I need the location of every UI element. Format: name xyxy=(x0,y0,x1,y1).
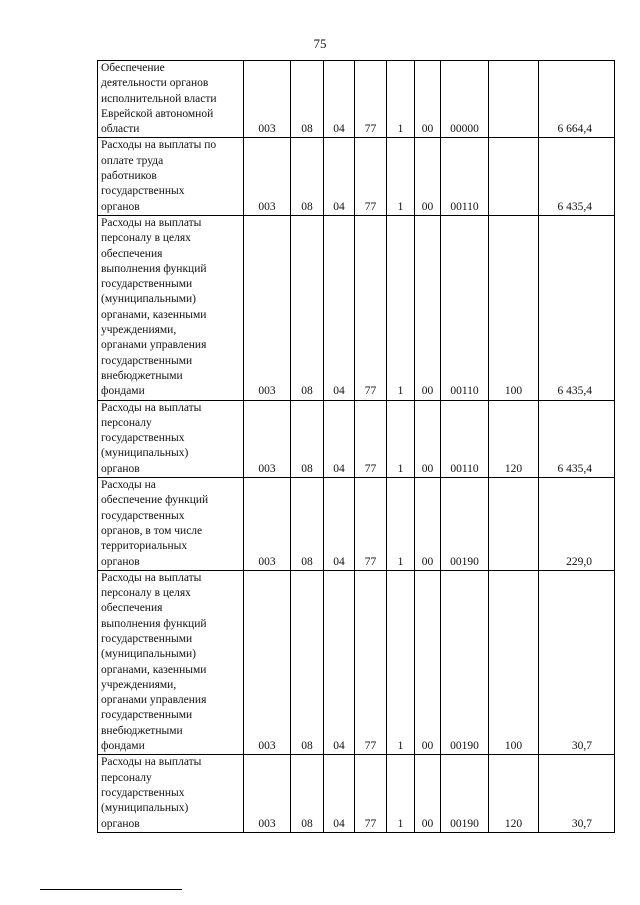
expense-name-line: органов xyxy=(101,462,140,475)
expense-name-line: государственными xyxy=(101,632,193,645)
expense-name-line: (муниципальных) xyxy=(101,447,189,460)
section-code-cell: 08 xyxy=(291,570,324,755)
section-code-cell: 08 xyxy=(291,478,324,571)
expense-name-line: государственными xyxy=(101,278,193,291)
expense-type-cell: 100 xyxy=(489,570,539,755)
program-code-cell: 77 xyxy=(355,400,387,477)
expense-name-line: Расходы на выплаты xyxy=(101,401,202,414)
amount-cell: 6 435,4 xyxy=(539,215,615,400)
expense-name-cell xyxy=(98,215,244,400)
item-code-cell: 00190 xyxy=(441,755,489,832)
expense-name-line: внебюджетными xyxy=(101,724,183,737)
ministry-code-cell: 003 xyxy=(244,478,291,571)
subsection-code-cell: 04 xyxy=(324,570,355,755)
program-code-cell: 77 xyxy=(355,755,387,832)
expense-name-line: органами управления xyxy=(101,339,207,352)
table-row xyxy=(98,61,615,138)
expense-name-line: (муниципальных) xyxy=(101,802,189,815)
group-code-cell: 00 xyxy=(415,400,441,477)
expense-name-cell xyxy=(98,478,244,571)
expense-type-cell: 120 xyxy=(489,755,539,832)
program-code-cell: 77 xyxy=(355,61,387,138)
expense-name-line: Расходы на xyxy=(101,479,156,492)
expense-name-line: обеспечения xyxy=(101,247,163,260)
budget-table xyxy=(97,60,615,833)
section-code-cell: 08 xyxy=(291,755,324,832)
expense-name-line: работников xyxy=(101,170,157,183)
expense-name-line: государственных xyxy=(101,432,185,445)
table-row xyxy=(98,570,615,755)
table-row xyxy=(98,215,615,400)
program-code-cell: 77 xyxy=(355,570,387,755)
expense-name-line: Расходы на выплаты xyxy=(101,756,202,769)
subsection-code-cell: 04 xyxy=(324,400,355,477)
section-code-cell: 08 xyxy=(291,138,324,215)
expense-name-line: персоналу в целях xyxy=(101,587,191,600)
group-code-cell: 00 xyxy=(415,215,441,400)
expense-name-line: фондами xyxy=(101,740,145,753)
expense-name-line: государственных xyxy=(101,509,185,522)
expense-name-line: государственными xyxy=(101,354,193,367)
subprogram-code-cell: 1 xyxy=(387,755,415,832)
expense-name-line: учреждениями, xyxy=(101,678,177,691)
expense-name-line: обеспечения xyxy=(101,602,163,615)
expense-name-cell xyxy=(98,755,244,832)
expense-name-cell xyxy=(98,138,244,215)
item-code-cell: 00000 xyxy=(441,61,489,138)
group-code-cell: 00 xyxy=(415,755,441,832)
expense-name-line: выполнения функций xyxy=(101,617,207,630)
ministry-code-cell: 003 xyxy=(244,570,291,755)
expense-name-line: Расходы на выплаты по xyxy=(101,139,217,152)
expense-name-line: Расходы на выплаты xyxy=(101,571,202,584)
expense-name-line: деятельности органов xyxy=(101,77,209,90)
expense-name-cell xyxy=(98,61,244,138)
group-code-cell: 00 xyxy=(415,138,441,215)
subprogram-code-cell: 1 xyxy=(387,570,415,755)
expense-name-line: выполнения функций xyxy=(101,262,207,275)
expense-type-cell: 120 xyxy=(489,400,539,477)
group-code-cell: 00 xyxy=(415,478,441,571)
subsection-code-cell: 04 xyxy=(324,215,355,400)
expense-name-cell xyxy=(98,570,244,755)
subsection-code-cell: 04 xyxy=(324,138,355,215)
expense-name-line: органами, казенными xyxy=(101,663,207,676)
page-number: 75 xyxy=(313,36,327,51)
expense-type-cell xyxy=(489,61,539,138)
item-code-cell: 00110 xyxy=(441,400,489,477)
expense-name-line: области xyxy=(101,123,140,136)
expense-name-line: внебюджетными xyxy=(101,369,183,382)
footnote-rule xyxy=(40,889,182,890)
expense-name-line: Расходы на выплаты xyxy=(101,216,202,229)
subprogram-code-cell: 1 xyxy=(387,478,415,571)
item-code-cell: 00190 xyxy=(441,570,489,755)
expense-name-line: органов xyxy=(101,200,140,213)
amount-cell: 229,0 xyxy=(539,478,615,571)
ministry-code-cell: 003 xyxy=(244,400,291,477)
group-code-cell: 00 xyxy=(415,570,441,755)
expense-name-line: исполнительной власти xyxy=(101,92,217,105)
expense-name-line: персоналу xyxy=(101,416,152,429)
section-code-cell: 08 xyxy=(291,400,324,477)
expense-name-line: органов xyxy=(101,555,140,568)
ministry-code-cell: 003 xyxy=(244,755,291,832)
program-code-cell: 77 xyxy=(355,138,387,215)
expense-name-line: фондами xyxy=(101,385,145,398)
expense-name-line: органов xyxy=(101,817,140,830)
section-code-cell: 08 xyxy=(291,61,324,138)
amount-cell: 6 664,4 xyxy=(539,61,615,138)
program-code-cell: 77 xyxy=(355,215,387,400)
subprogram-code-cell: 1 xyxy=(387,400,415,477)
expense-name-line: персоналу в целях xyxy=(101,232,191,245)
expense-name-line: органов, в том числе xyxy=(101,524,203,537)
item-code-cell: 00110 xyxy=(441,215,489,400)
subsection-code-cell: 04 xyxy=(324,478,355,571)
table-row xyxy=(98,400,615,477)
program-code-cell: 77 xyxy=(355,478,387,571)
ministry-code-cell: 003 xyxy=(244,138,291,215)
subprogram-code-cell: 1 xyxy=(387,61,415,138)
expense-name-line: Обеспечение xyxy=(101,62,165,74)
expense-name-line: (муниципальными) xyxy=(101,293,196,306)
expense-type-cell xyxy=(489,478,539,571)
subprogram-code-cell: 1 xyxy=(387,215,415,400)
section-code-cell: 08 xyxy=(291,215,324,400)
ministry-code-cell: 003 xyxy=(244,61,291,138)
subprogram-code-cell: 1 xyxy=(387,138,415,215)
amount-cell: 6 435,4 xyxy=(539,400,615,477)
expense-name-line: государственными xyxy=(101,709,193,722)
table-row xyxy=(98,755,615,832)
expense-name-line: учреждениями, xyxy=(101,324,177,337)
subsection-code-cell: 04 xyxy=(324,61,355,138)
expense-name-cell xyxy=(98,400,244,477)
expense-name-line: (муниципальными) xyxy=(101,648,196,661)
expense-name-line: территориальных xyxy=(101,540,188,553)
expense-name-line: органами управления xyxy=(101,694,207,707)
expense-type-cell xyxy=(489,138,539,215)
table-row xyxy=(98,138,615,215)
expense-type-cell: 100 xyxy=(489,215,539,400)
group-code-cell: 00 xyxy=(415,61,441,138)
ministry-code-cell: 003 xyxy=(244,215,291,400)
item-code-cell: 00190 xyxy=(441,478,489,571)
subsection-code-cell: 04 xyxy=(324,755,355,832)
expense-name-line: оплате труда xyxy=(101,154,164,167)
expense-name-line: государственных xyxy=(101,185,185,198)
budget-table-body xyxy=(98,61,615,833)
item-code-cell: 00110 xyxy=(441,138,489,215)
expense-name-line: Еврейской автономной xyxy=(101,107,214,120)
amount-cell: 6 435,4 xyxy=(539,138,615,215)
amount-cell: 30,7 xyxy=(539,570,615,755)
expense-name-line: персоналу xyxy=(101,771,152,784)
expense-name-line: обеспечение функций xyxy=(101,494,209,507)
table-row xyxy=(98,478,615,571)
expense-name-line: органами, казенными xyxy=(101,308,207,321)
amount-cell: 30,7 xyxy=(539,755,615,832)
expense-name-line: государственных xyxy=(101,786,185,799)
